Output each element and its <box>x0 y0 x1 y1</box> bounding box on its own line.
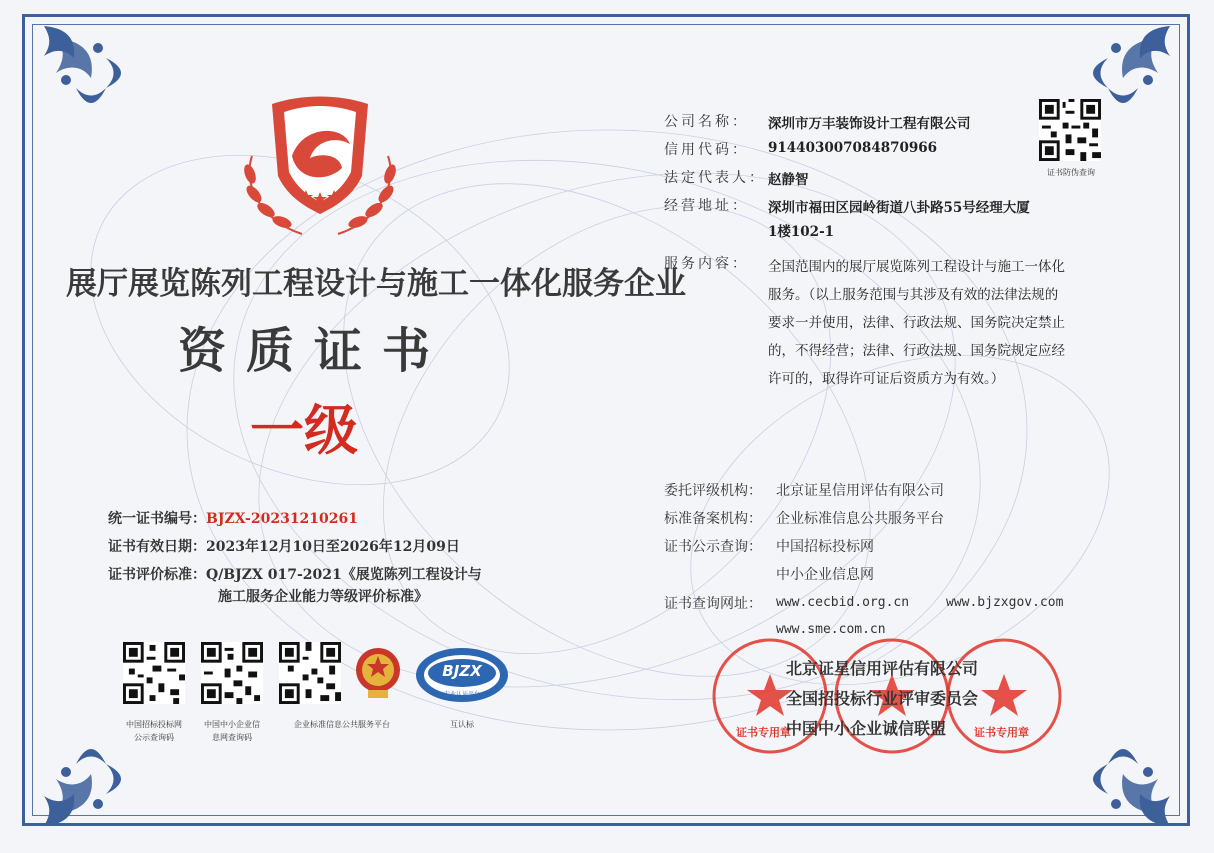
credit-code: 914403007084870966 <box>768 140 938 156</box>
standard-label: 证书评价标准： <box>108 567 206 583</box>
bjzx-logo-text: BJZX <box>442 662 482 680</box>
cert-number-row <box>108 508 358 528</box>
cert-number-label: 统一证书编号： <box>108 511 206 527</box>
qr-caption-line: 息网查询码 <box>212 733 252 742</box>
public-query-label: 证书公示查询： <box>664 539 762 555</box>
service-line: 许可的，取得许可证后资质方为有效。） <box>768 371 1005 387</box>
company-name: 深圳市万丰装饰设计工程有限公司 <box>768 116 971 132</box>
qr-caption-line: 中国招标投标网 <box>126 720 182 729</box>
anti-fake-qr-caption: 证书防伪查询 <box>1047 168 1095 177</box>
record-agency: 企业标准信息公共服务平台 <box>776 511 944 527</box>
entrust-agency-label: 委托评级机构： <box>664 483 762 499</box>
query-url-1[interactable]: www.cecbid.org.cn <box>776 595 910 610</box>
seal-label: 证书专用章 <box>736 726 791 739</box>
qr-code-icon[interactable] <box>123 642 185 704</box>
seal-label: 证书专用章 <box>974 726 1029 739</box>
validity: 2023年12月10日至2026年12月09日 <box>206 539 460 555</box>
address-label: 经营地址： <box>664 198 749 214</box>
service-label: 服务内容： <box>664 256 749 272</box>
issuer-name-1: 北京证星信用评估有限公司 <box>786 659 979 678</box>
service-line: 全国范围内的展厅展览陈列工程设计与施工一体化 <box>768 259 1065 275</box>
bjzx-logo-subtext: 专业认证平台 <box>443 691 480 698</box>
qr-caption-2 <box>194 718 270 744</box>
company-name-label: 公司名称： <box>664 114 749 130</box>
standard-line-1: Q/BJZX 017-2021《展览陈列工程设计与 <box>206 567 482 583</box>
public-query-2: 中小企业信息网 <box>776 567 874 583</box>
qr-code-icon[interactable] <box>279 642 341 704</box>
credit-code-label: 信用代码： <box>664 142 749 158</box>
standard-line-2: 施工服务企业能力等级评价标准》 <box>218 589 428 605</box>
qr-caption-3: 企业标准信息公共服务平台 <box>294 720 390 729</box>
service-line: 服务。（以上服务范围与其涉及有效的法律法规的 <box>768 287 1059 303</box>
entrust-agency: 北京证星信用评估有限公司 <box>776 483 944 499</box>
national-emblem-icon <box>354 644 402 702</box>
corner-ornament-icon <box>1068 724 1178 834</box>
standard-row <box>108 564 482 584</box>
issuer-name-3: 中国中小企业诚信联盟 <box>786 719 947 738</box>
query-url-2[interactable]: www.bjzxgov.com <box>946 595 1064 610</box>
anti-fake-qr-code-icon[interactable] <box>1039 99 1101 161</box>
service-line: 的，不得经营；法律、行政法规、国务院规定应经 <box>768 343 1065 359</box>
legal-rep-label: 法定代表人： <box>664 170 766 186</box>
qr-caption-line: 公示查询码 <box>134 733 174 742</box>
certificate-title: 展厅展览陈列工程设计与施工一体化服务企业 <box>66 266 686 302</box>
legal-rep: 赵静智 <box>768 172 809 188</box>
qr-caption-1 <box>116 718 192 744</box>
certificate-subtitle: 资质证书 <box>178 323 451 379</box>
address-line-1: 深圳市福田区园岭街道八卦路55号经理大厦 <box>768 200 1030 216</box>
validity-row <box>108 536 460 556</box>
certificate-level: 一级 <box>250 398 358 462</box>
shield-emblem-icon <box>232 86 408 244</box>
issuer-name-2: 全国招投标行业评审委员会 <box>786 689 979 708</box>
record-agency-label: 标准备案机构： <box>664 511 762 527</box>
bjzx-caption: 互认标 <box>450 720 474 729</box>
public-query-1: 中国招标投标网 <box>776 539 874 555</box>
corner-ornament-icon <box>36 18 146 128</box>
query-url-3[interactable]: www.sme.com.cn <box>776 622 886 637</box>
validity-label: 证书有效日期： <box>108 539 206 555</box>
query-url-label: 证书查询网址： <box>664 596 762 612</box>
cert-number: BJZX-20231210261 <box>206 511 359 527</box>
service-line: 要求一并使用，法律、行政法规、国务院决定禁止 <box>768 315 1065 331</box>
address-line-2: 1楼102-1 <box>768 224 835 240</box>
qr-caption-line: 中国中小企业信 <box>204 720 260 729</box>
qr-code-icon[interactable] <box>201 642 263 704</box>
